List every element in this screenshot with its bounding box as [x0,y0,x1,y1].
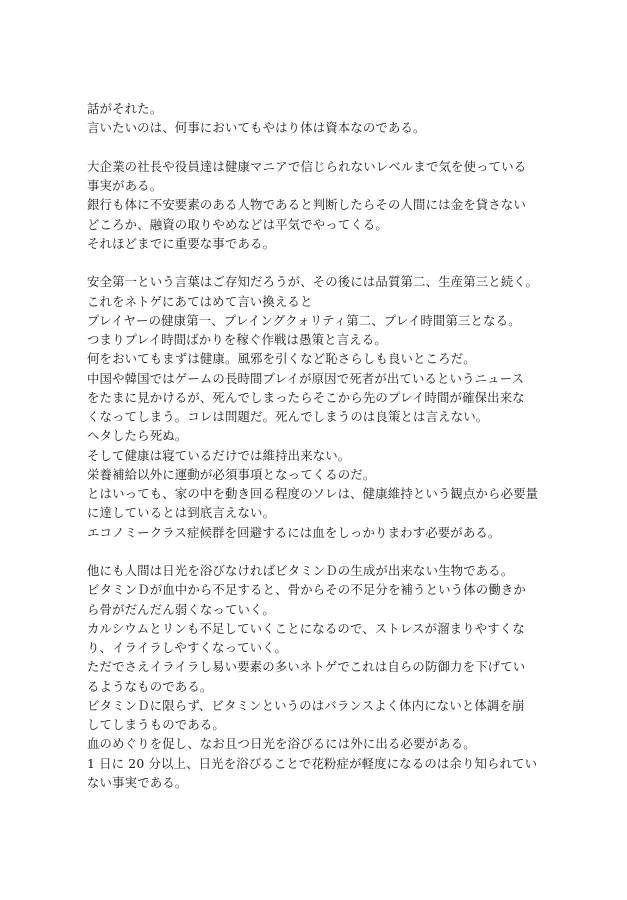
paragraph-gap [87,253,557,272]
text-line: ただでさえイライラし易い要素の多いネトゲでこれは自らの防御力を下げてい [87,659,526,675]
text-line: ヘタしたら死ぬ。 [87,428,188,444]
text-line: これをネトゲにあてはめて言い換えると [87,293,313,309]
text-line: 1 日に 20 分以上、日光を浴びることで花粉症が軽度になるのは余り知られてい [87,755,538,771]
text-line: ない事実である。 [87,774,188,790]
paragraph-gap [87,542,557,561]
text-line: り、イライラしやすくなっていく。 [87,640,288,655]
text-line: プレイヤーの健康第一、プレイングクォリティ第二、プレイ時間第三となる。 [87,312,521,328]
text-line: とはいっても、家の中を動き回る程度のソレは、健康維持という観点から必要量 [87,486,539,501]
text-line: そして健康は寝ているだけでは維持出来ない。 [87,447,351,463]
text-line: くなってしまう。コレは問題だ。死んでしまうのは良策とは言えない。 [87,409,489,424]
text-line: 安全第一という言葉はご存知だろうが、その後には品質第二、生産第三と続く。 [87,274,539,290]
text-line: 他にも人間は日光を浴びなければビタミンＤの生成が出来ない生物である。 [87,563,514,578]
text-line: 銀行も体に不安要素のある人物であると判断したらその人間には金を貸さない [87,197,526,213]
text-line: るようなものである。 [87,678,213,694]
text-line: ビタミンＤに限らず、ビタミンというのはバランスよく体内にないと体調を崩 [87,697,525,713]
document-page [87,99,557,792]
text-line: ら骨がだんだん弱くなっていく。 [87,601,275,617]
text-line: に達しているとは到底言えない。 [87,505,276,521]
text-line: エコノミークラス症候群を回避するには血をしっかりまわす必要がある。 [87,524,501,540]
text-line: 血のめぐりを促し、なお且つ日光を浴びるには外に出る必要がある。 [87,736,476,752]
text-line: 何をおいてもまずは健康。風邪を引くなど恥さらしも良いところだ。 [87,351,476,367]
text-line: ビタミンＤが血中から不足すると、骨からその不足分を補うという体の働きか [87,582,526,598]
text-line: それほどまでに重要な事である。 [87,235,276,251]
text-line: 言いたいのは、何事においてもやはり体は資本なのである。 [87,120,426,136]
text-line: つまりプレイ時間ばかりを稼ぐ作戦は愚策と言える。 [87,332,387,347]
text-line: 事実がある。 [87,178,163,193]
text-line: 栄養補給以外に運動が必須事項となってくるのだ。 [87,466,376,482]
text-line: 話がそれた。 [87,101,163,116]
paragraph-gap [87,138,557,157]
text-line: をたまに見かけるが、死んでしまったらそこから先のプレイ時間が確保出来な [87,389,525,405]
text-line: 大企業の社長や役員達は健康マニアで信じられないレベルまで気を使っている [87,158,527,174]
text-line: してしまうものである。 [87,717,225,732]
text-line: カルシウムとリンも不足していくことになるので、ストレスが溜まりやすくな [87,620,525,636]
text-line: 中国や韓国ではゲームの長時間プレイが原因で死者が出ているというニュース [87,370,525,386]
text-line: どころか、融資の取りやめなどは平気でやってくる。 [87,216,388,232]
